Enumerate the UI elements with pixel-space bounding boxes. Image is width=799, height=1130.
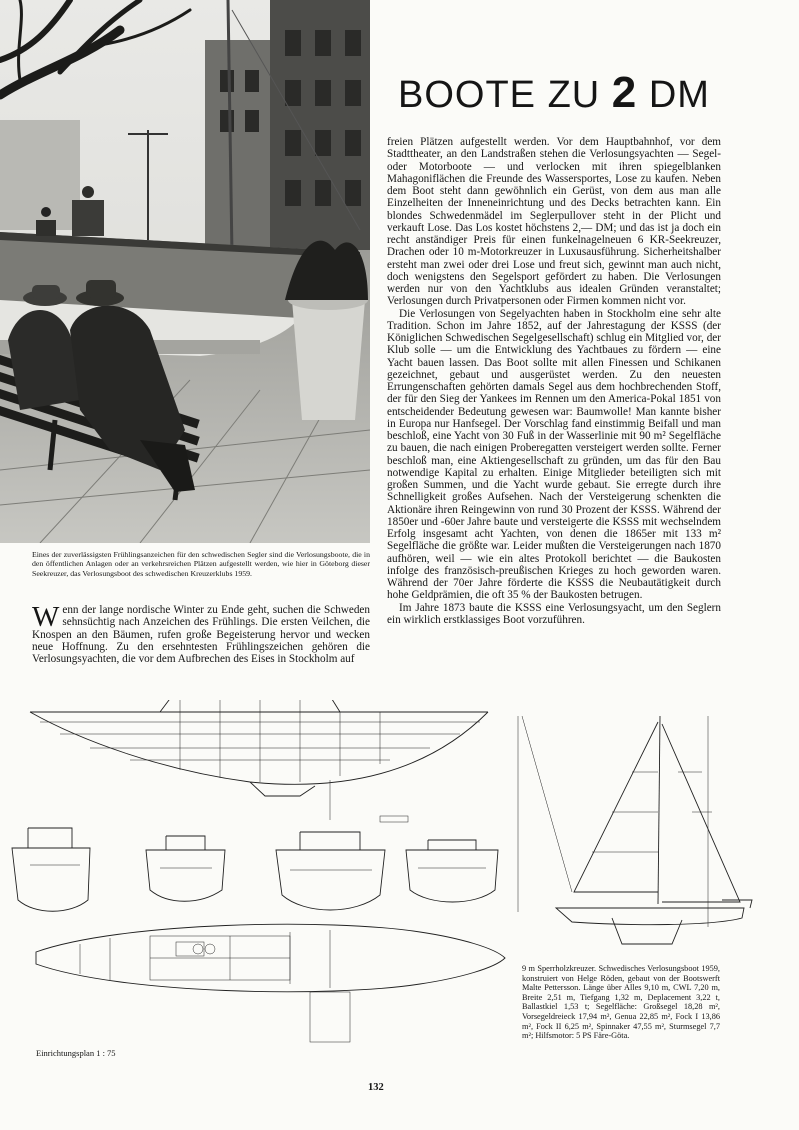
article-paragraph: Im Jahre 1873 baute die KSSS eine Verlosungsyacht, um den Seglern ein wirklich erstklassiges Boot vorzuführen. — [387, 601, 721, 626]
photo-verlosungsboot — [0, 0, 370, 543]
title-prefix: BOOTE ZU — [398, 74, 612, 116]
article-main-column — [387, 136, 721, 626]
sail-plan-caption: 9 m Sperrholzkreuzer. Schwedisches Verlosungsboot 1959, konstruiert von Helge Röden, gebaut von der Bootswerft Malte Pettersson. Länge über Alles 9,10 m, CWL 7,20 m, Breite 2,51 m, Tiefgang 1,32 m, Deplacement 3,22 t, Ballastkiel 1,53 t; Segelfläche: Großsegel 18,28 m², Vorsegeldreieck 17,94 m², Genua 22,85 m², Fock I 13,86 m², Fock II 6,25 m², Spinnaker 47,55 m², Sturmsegel 7,7 m²; Hilfsmotor: 5 PS Färe-Göta. — [522, 964, 720, 1041]
intro-paragraph — [32, 601, 370, 665]
title-suffix: DM — [637, 74, 710, 116]
photo-caption: Eines der zuverlässigsten Frühlingsanzeichen für den schwedischen Segler sind die Verlosungsboote, die in den öffentlichen Anlagen oder an verkehrsreichen Plätzen aufgestellt werden, wie hier in Göteborg dieser Seekreuzer, das Verlosungsboot des schwedischen Kreuzerklubs 1959. — [32, 550, 370, 578]
sail-plan-drawing — [512, 712, 772, 956]
plan-label: Einrichtungsplan 1 : 75 — [36, 1048, 116, 1058]
page-number: 132 — [368, 1082, 384, 1093]
dropcap: W — [32, 601, 60, 633]
intro-text: enn der lange nordische Winter zu Ende geht, suchen die Schweden sehnsüchtig nach Anzeichen des Frühlings. Die ersten Veilchen, die Knospen an den Bäumen, rufen große Begeisterung hervor und wecken neue Hoffnung. Zu den ersehntesten Frühlingszeichen gehören die Verlosungsyachten, die vor dem Aufbrechen des Eises in Stockholm auf — [32, 604, 370, 665]
article-paragraph: Die Verlosungen von Segelyachten haben in Stockholm eine sehr alte Tradition. Schon im Jahre 1852, auf der Jahrestagung der KSSS (der Königlichen Schwedischen Segelgesellschaft) schlug ein Mitglied vor, der Klub solle — um die Entwicklung des Yachtbaues zu fördern — eine Yacht bauen lassen. Das Boot sollte mit allen Finessen und Schikanen gezeichnet, gebaut und ausgerüstet werden. Zu den neuesten Errungenschaften gehörten damals Segel aus dem hochbrechenden Stoff, der für den Sieg der Yankees im Rennen um den America-Pokal 1851 von entscheidender Bedeutung gewesen war: Baumwolle! Man kannte bisher in Europa nur Hanfsegel. Der Vorschlag fand einstimmig Beifall und man beschloß, eine Yacht von 30 Fuß in der Wasserlinie mit 90 m² Segelfläche zu bauen, die nach einigen Proberegatten versteigert werden sollte. Ferner beschloß man, eine Aktiengesellschaft zu gründen, um das für den Bau notwendige Kapital zu erhalten. Einige Mitglieder beteiligten sich mit großen Summen, und die Yacht wurde gebaut. Sie erregte durch ihre Schnelligkeit großes Aufsehen. Nach der Versteigerung schenkten die Aktionäre ihren Reingewinn von rund 30 Prozent der KSSS. Während der 1850er und -60er Jahre baute und versteigerte die KSSS mit wechselndem Erfolg insgesamt acht Yachten, von denen die 1865er mit 133 m² Segelfläche die größte war. Leider mußten die Versteigerungen nach 1870 aufhören, weil — wie ein altes Protokoll berichtet — die Baukosten infolge des französisch-preußischen Krieges zu hoch geworden waren. Während der 70er Jahre förderte die KSSS die Neubautätigkeit durch hohe Geldprämien, die oft 35 % der Baukosten betrugen. — [387, 307, 721, 602]
page-title — [398, 68, 728, 118]
article-intro-column — [32, 601, 370, 665]
article-paragraph: freien Plätzen aufgestellt werden. Vor dem Hauptbahnhof, vor dem Stadttheater, an den Landstraßen stehen die Verlosungsyachten — Segel- oder Motorboote — und verlocken mit ihren spiegelblanken Mahagoniflächen die Freunde des Wassersportes, Lose zu kaufen. Neben dem Boot steht dann gewöhnlich ein Gerüst, von dem aus man alle Einzelheiten der Inneneinrichtung und des Decks betrachten kann. Ein blondes Schwedenmädel im Seglerpullover steht in der Plicht und verkauft Lose. Das Los kostet höchstens 2,— DM; und das ist ja doch ein recht anständiger Preis für einen funkelnagelneuen 6 KR-Seekreuzer, Drachen oder 10 m-Motorkreuzer in Luxusausführung. Sicherheitshalber ersteht man zwei oder drei Lose und freut sich, gewinnt man auch nicht, doch wenigstens den Segelsport gefördert zu haben. Die Verlosungen werden nur von den Yachtklubs aus idealen Gründen veranstaltet; Verlosungen durch Privatpersonen oder Firmen kommen nicht vor. — [387, 136, 721, 308]
title-number: 2 — [611, 68, 638, 117]
construction-plan-drawing — [0, 700, 510, 1060]
